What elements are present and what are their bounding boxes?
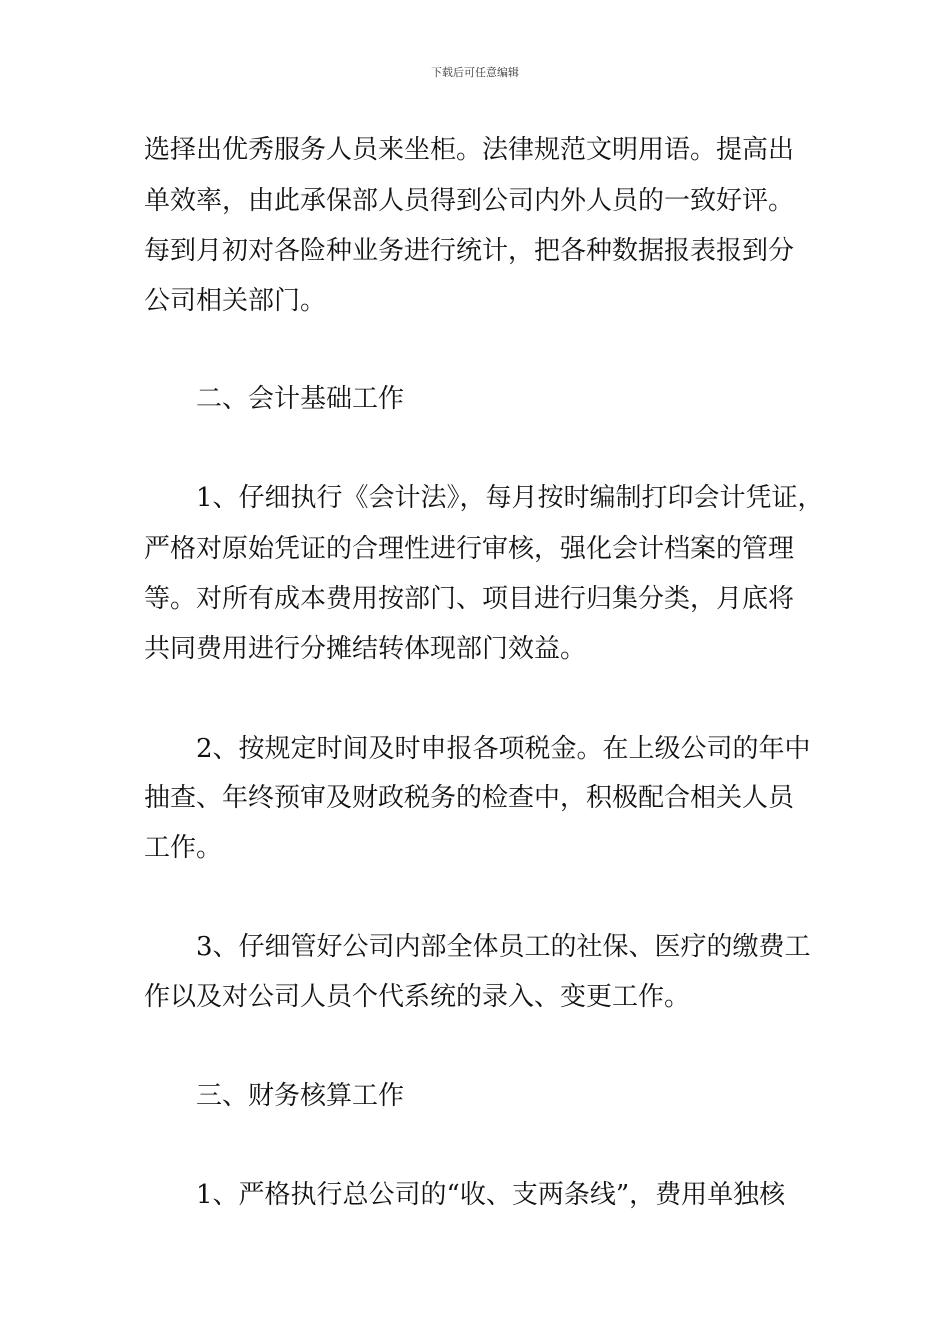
page-header: 下载后可任意编辑 <box>431 66 519 79</box>
paragraph-line: 公司相关部门。 <box>144 286 327 316</box>
paragraph-line: 2、按规定时间及时申报各项税金。在上级公司的年中 <box>196 734 811 764</box>
paragraph-line: 选择出优秀服务人员来坐柜。法律规范文明用语。提高出 <box>144 135 795 165</box>
section-heading: 三、财务核算工作 <box>196 1081 405 1111</box>
paragraph-line: 等。对所有成本费用按部门、项目进行归集分类，月底将 <box>144 584 795 614</box>
paragraph-line: 工作。 <box>144 833 223 863</box>
paragraph-line: 1、严格执行总公司的“收、支两条线”，费用单独核 <box>196 1180 786 1210</box>
paragraph-line: 作以及对公司人员个代系统的录入、变更工作。 <box>144 982 691 1012</box>
paragraph-line: 共同费用进行分摊结转体现部门效益。 <box>144 634 587 664</box>
paragraph-line: 严格对原始凭证的合理性进行审核，强化会计档案的管理 <box>144 534 795 564</box>
paragraph-line: 单效率，由此承保部人员得到公司内外人员的一致好评。 <box>144 186 795 216</box>
paragraph-line: 1、仔细执行《会计法》，每月按时编制打印会计凭证， <box>196 483 824 513</box>
paragraph-line: 3、仔细管好公司内部全体员工的社保、医疗的缴费工 <box>196 932 811 962</box>
paragraph-line: 抽查、年终预审及财政税务的检查中，积极配合相关人员 <box>144 783 795 813</box>
section-heading: 二、会计基础工作 <box>196 384 405 414</box>
paragraph-line: 每到月初对各险种业务进行统计，把各种数据报表报到分 <box>144 236 795 266</box>
